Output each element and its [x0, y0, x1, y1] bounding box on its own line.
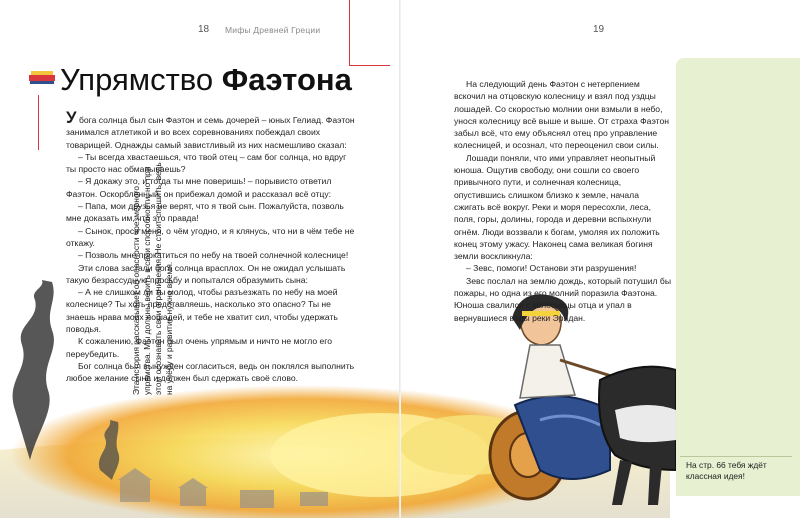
- paragraph: К сожалению, Фаэтон был очень упрямым и ничто не могло его переубедить.: [66, 336, 332, 359]
- paragraph: – А не слишком ли ты молод, чтобы разъезжать по небу на моей колеснице? Ты хоть представляешь, насколько это опасно? Ты не знаешь нрава моих лошадей, и тебе не хватит сил, чтобы удержать поводья.: [66, 287, 338, 335]
- paragraph: Лошади поняли, что ими управляет неопытный юноша. Ощутив свободу, они сошли со своего привычного пути, и солнечная колесница, опустившись слишком близко к земле, начала сжигать всё вокруг. Реки и моря пересохли, леса, поля, горы, долины, города и деревни вспыхнули огнём. Люди воззвали к богам, умоляя их положить конец этому ужасу. Наконец сама великая богиня земли воскликнула:: [454, 152, 660, 262]
- paragraph: Зевс послал на землю дождь, который потушил бы пожары, но одна из его молний поразила Фаэтона. Юноша свалился с колесницы отца и упал в вернувшиеся воды реки Эридан.: [454, 275, 672, 323]
- frame-line-vertical: [349, 0, 350, 66]
- book-ornament-icon: [28, 68, 58, 86]
- story-title-bold: Фаэтона: [221, 62, 352, 97]
- paragraph: Эти слова застали бога солнца врасплох. Он не ожидал услышать такую безрассудную просьбу и попытался образумить сына:: [66, 262, 346, 285]
- left-text-column: [66, 108, 356, 385]
- paragraph: – Зевс, помоги! Останови эти разрушения!: [466, 263, 637, 274]
- page-number-right: 19: [593, 24, 605, 35]
- sidebar-divider: [680, 456, 792, 457]
- moral-sidebar: [676, 58, 800, 496]
- frame-line-left: [38, 95, 39, 150]
- paragraph: – Ты всегда хвастаешься, что твой отец – сам бог солнца, но вдруг ты просто нас обманываешь?: [66, 151, 347, 175]
- paragraph: Бог солнца был вынужден согласиться, ведь он поклялся выполнить любое желание сына и должен был сдержать своё слово.: [66, 360, 355, 384]
- paragraph: – Позволь мне прокатиться по небу на твоей солнечной колеснице!: [78, 250, 349, 261]
- paragraph: – Я докажу это, и тогда ты мне поверишь! – порывисто ответил Фаэтон. Оскорблённый, он прибежал домой и рассказал всё отцу:: [66, 176, 332, 199]
- running-title: Мифы Древней Греции: [225, 25, 321, 35]
- drop-cap: У: [66, 108, 77, 127]
- paragraph: – Папа, мои друзья не верят, что я твой сын. Пожалуйста, позволь мне доказать им, что это правда!: [66, 201, 344, 224]
- paragraph: У бога солнца был сын Фаэтон и семь дочерей – юных Гелиад. Фаэтон занимался атлетикой и во всех соревнованиях побеждал своих товарищей. Однажды самый завистливый из них насмешливо сказал:: [66, 108, 355, 150]
- moral-text: Эта история рассказывает об опасности чрезмерного упрямства. Мы должны верить в свои способности, но при этом осознавать свои ограничения. Не стоит спешить, ведь на учёбу и развитие нужно время.: [131, 162, 174, 395]
- page-gutter: [399, 0, 401, 518]
- page-number-left: 18: [198, 24, 210, 35]
- frame-line-horizontal: [350, 65, 390, 66]
- paragraph: На следующий день Фаэтон с нетерпением вскочил на отцовскую колесницу и взял под уздцы лошадей. Со скоростью молнии они взмыли в небо, унося колесницу всё выше и выше. От страха Фаэтон забыл всё, что ему объяснял отец про управление колесницей, и осознал, что переоценил свои силы.: [454, 79, 670, 151]
- story-title: [60, 60, 352, 100]
- right-text-column: [454, 78, 672, 324]
- cross-reference-note: На стр. 66 тебя ждёт классная идея!: [686, 460, 767, 481]
- paragraph: – Сынок, проси меня, о чём угодно, и я клянусь, что ни в чём тебе не откажу.: [66, 225, 355, 248]
- story-title-light: Упрямство: [60, 62, 222, 97]
